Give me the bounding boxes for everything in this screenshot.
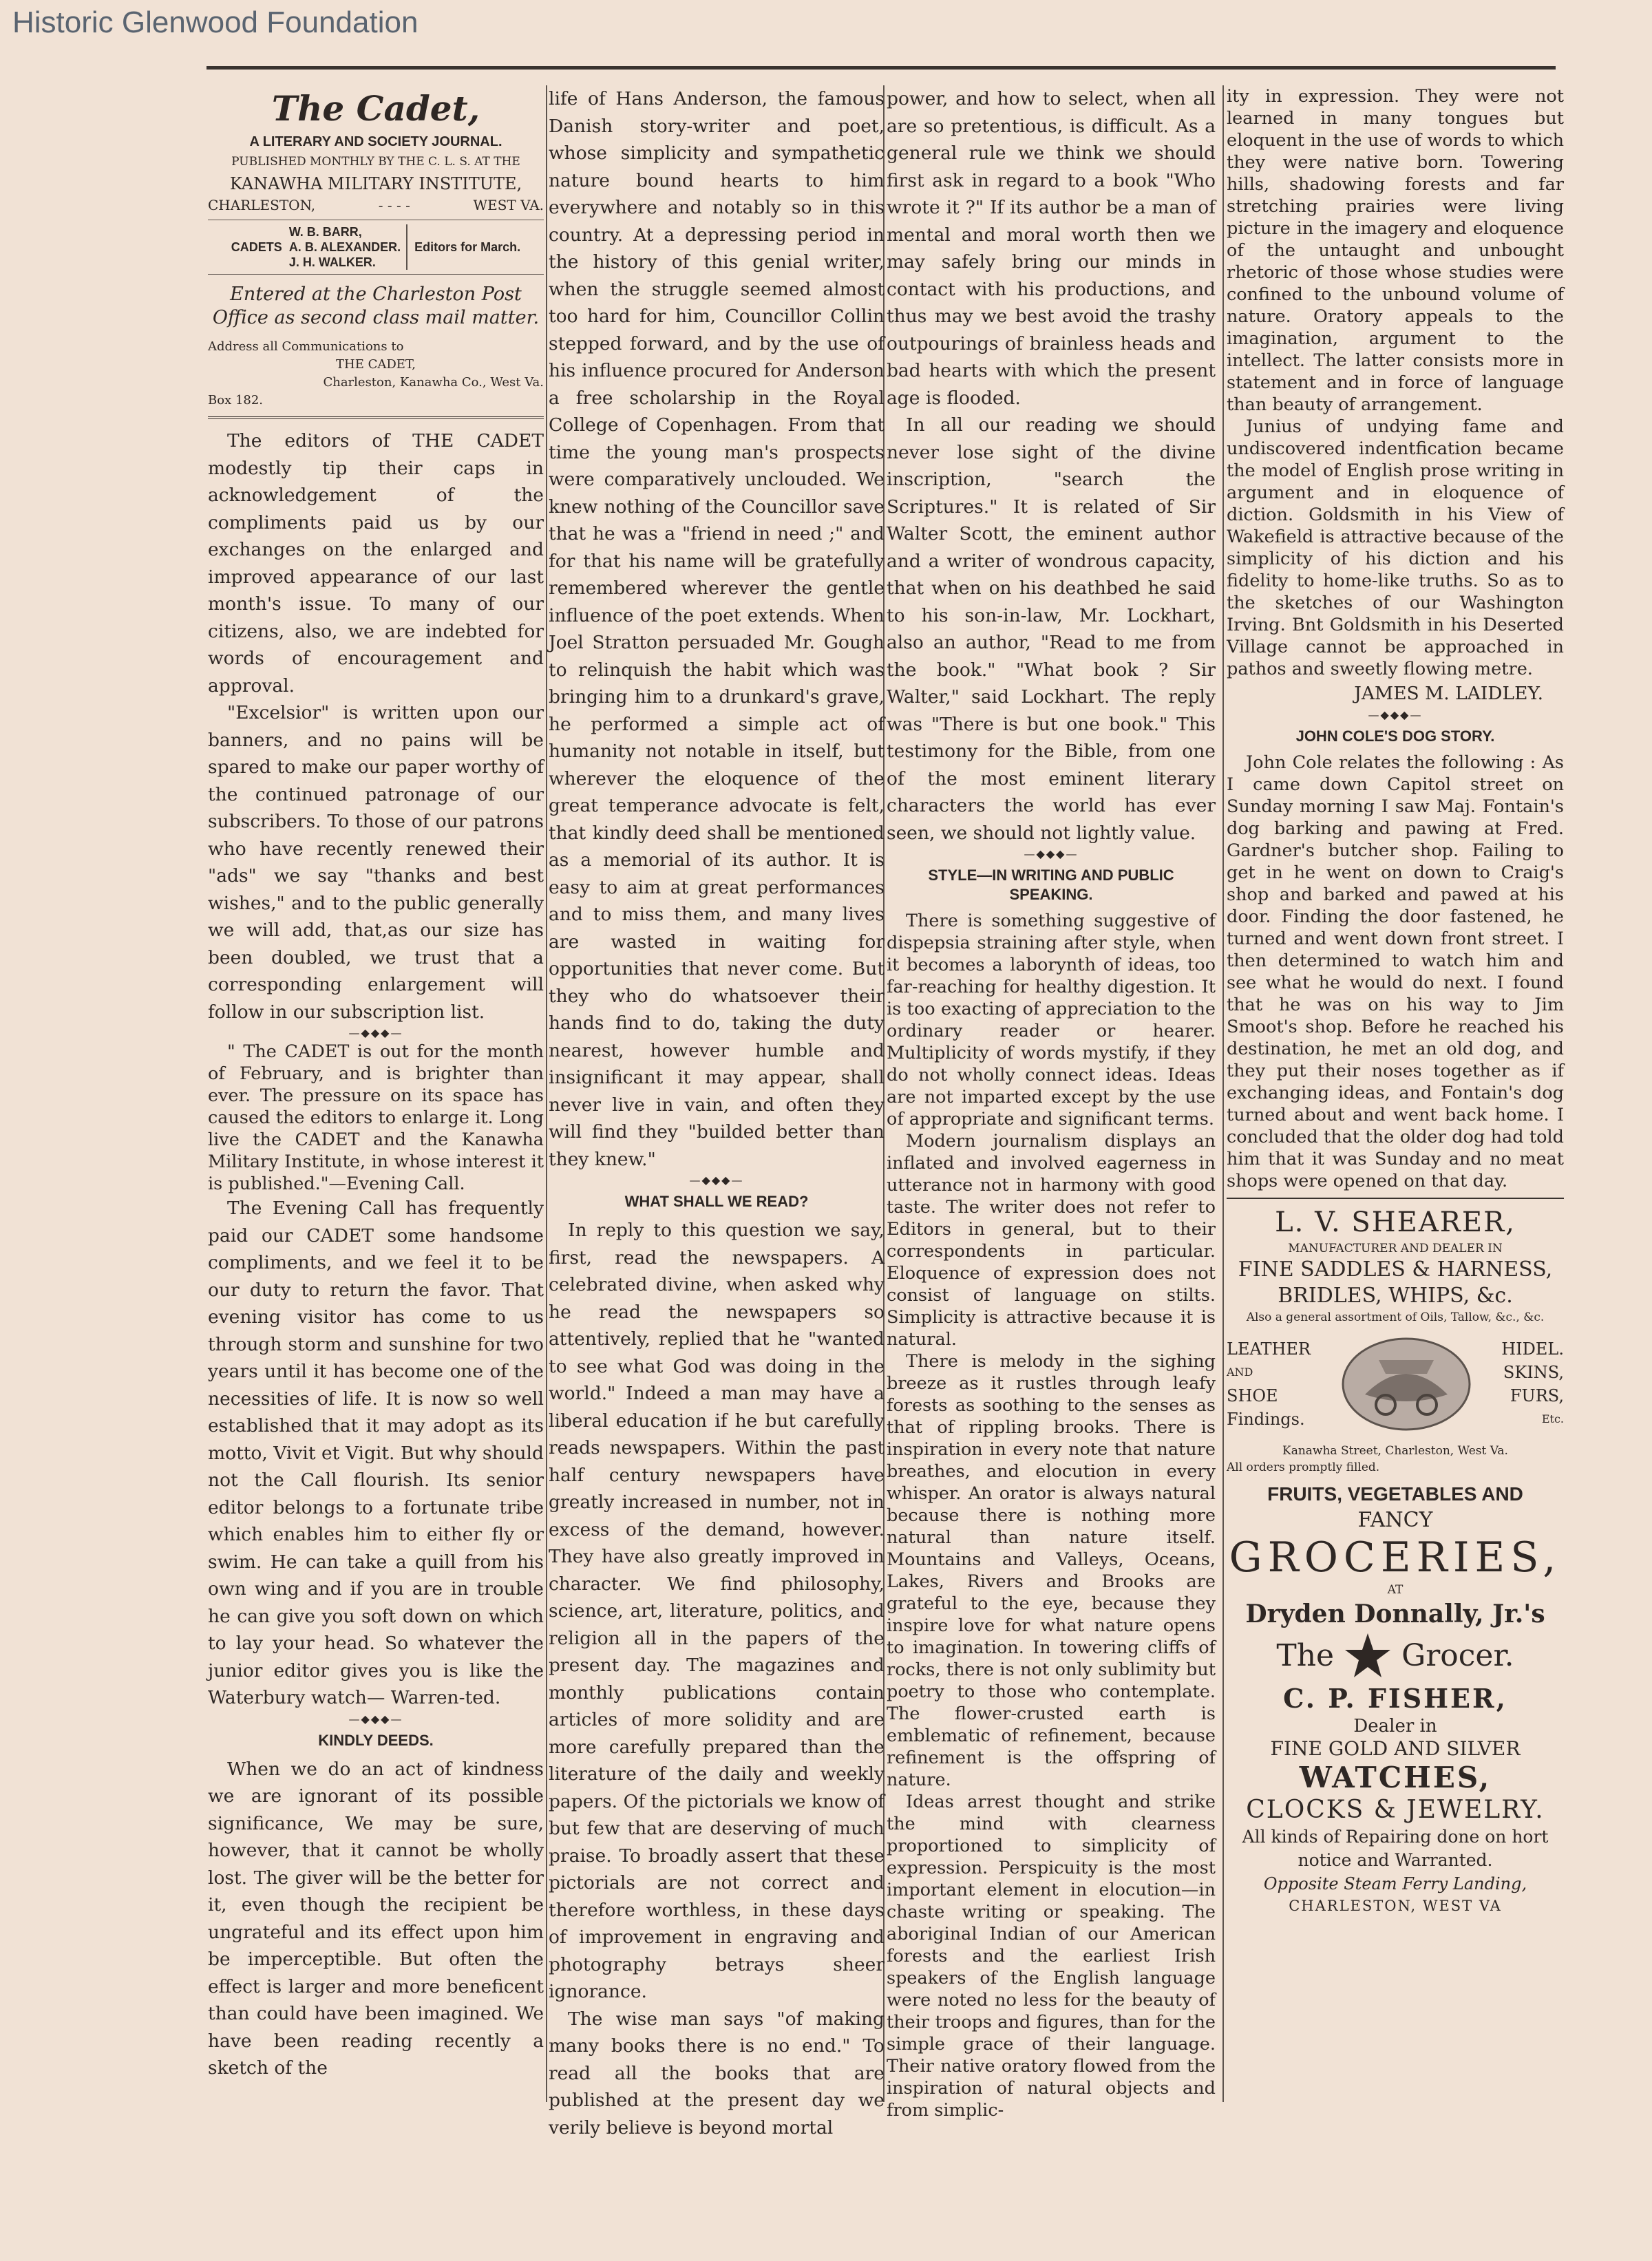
- editor-name: W. B. BARR,: [288, 225, 362, 239]
- published-line: PUBLISHED MONTHLY BY THE C. L. S. AT THE: [231, 155, 520, 169]
- ad-groceries-line2: FANCY: [1357, 1507, 1433, 1532]
- subtitle: A LITERARY AND SOCIETY JOURNAL.: [249, 134, 502, 149]
- editors-box: [208, 220, 544, 275]
- cadets-label: CADETS: [231, 240, 282, 254]
- paragraph: There is something suggestive of dispepsia straining after style, when it becomes a laborynth of ideas, too far-reaching for healthy digestion. It is too exacting of appreciation to the ordinary reader or hearer. Multiplicity of words mystify, if they do not wholly connect ideas. Ideas are not imparted except by the use of appropriate and significant terms.: [887, 911, 1216, 1129]
- ad-shearer-orders: All orders promptly filled.: [1227, 1460, 1380, 1474]
- editor-name: J. H. WALKER.: [288, 255, 376, 269]
- column-3: [887, 85, 1216, 2121]
- ad-shearer-line1: FINE SADDLES & HARNESS,: [1238, 1257, 1553, 1282]
- dateline: [208, 195, 544, 215]
- ad-shearer-goods: [1227, 1333, 1564, 1436]
- paragraph: The editors of THE CADET modestly tip their caps in acknowledgement of the compliments paid us by our exchanges on the enlarged and improved appearance of our last month's issue. To many of our citizens, also, we are indebted for words of encouragement and approval.: [208, 430, 544, 697]
- masthead-rule: [208, 416, 544, 419]
- goods-left: [1227, 1337, 1311, 1431]
- ad-groceries-the: The: [1276, 1637, 1335, 1673]
- ad-groceries-dryden: Dryden Donnally, Jr.'s: [1245, 1599, 1545, 1628]
- ad-fisher-opposite: Opposite Steam Ferry Landing,: [1263, 1873, 1527, 1893]
- paragraph: "Excelsior" is written upon our banners, and no pains will be spared to make our paper worthy of the continued patronage of our subscribers. To those of our patrons who have recently renewed their "ads" we say "thanks and best wishes," and to the public generally we will add, that,as our size has been doubled, we trust that a corresponding enlargement will follow in our subscription list.: [208, 702, 544, 1023]
- ad-groceries-title: GROCERIES,: [1229, 1533, 1562, 1582]
- editor-names: [289, 224, 407, 270]
- address-city: Charleston, Kanawha Co., West Va.: [323, 375, 544, 390]
- heading-what-shall-we-read: WHAT SHALL WE READ?: [624, 1193, 809, 1210]
- heading-dog-story: JOHN COLE'S DOG STORY.: [1295, 727, 1495, 745]
- separator-ornament: —◆◆◆—: [348, 1026, 403, 1039]
- goods-item: Etc.: [1541, 1412, 1564, 1425]
- signature: JAMES M. LAIDLEY.: [1354, 683, 1543, 704]
- ad-fisher-clocks: CLOCKS & JEWELRY.: [1246, 1795, 1545, 1824]
- goods-item: LEATHER: [1227, 1339, 1311, 1359]
- evening-call-quote: " The CADET is out for the month of February, and is brighter than ever. The pressure on its space has caused the editors to enlarge it. Long live the CADET and the Kanawha Military Institute, in whose interest it is published."—Evening Call.: [208, 1041, 544, 1194]
- institute-name: KANAWHA MILITARY INSTITUTE,: [229, 174, 522, 193]
- separator-ornament: —◆◆◆—: [348, 1712, 403, 1726]
- ad-shearer-manuf: MANUFACTURER AND DEALER IN: [1288, 1241, 1503, 1255]
- ad-shearer-street: Kanawha Street, Charleston, West Va.: [1282, 1443, 1508, 1458]
- box-number: Box 182.: [208, 393, 264, 407]
- paragraph: John Cole relates the following : As I came down Capitol street on Sunday morning I saw Maj. Fontain's dog barking and pawing at Fred. Gardner's butcher shop. Failing to get in he went on down to Craig's shop and barked and pawed at his door. Finding the door fastened, he turned and went down front street. I then determined to watch him and see what he would do next. I found that he was on his way to Jim Smoot's shop. Before he reached his destination, he met an old dog, and they put their noses together as if exchanging ideas, and Fontain's dog turned about and went back home. I concluded that the older dog had told him that it was Sunday and no meat shops were opened on that day.: [1227, 752, 1564, 1191]
- ad-shearer-also: Also a general assortment of Oils, Tallow, &c., &c.: [1246, 1310, 1545, 1324]
- column-2: [549, 85, 885, 2138]
- goods-right: [1501, 1337, 1564, 1431]
- ad-fisher-watches: WATCHES,: [1299, 1760, 1492, 1794]
- separator-ornament: —◆◆◆—: [689, 1174, 744, 1187]
- city: CHARLESTON,: [208, 197, 316, 213]
- star-icon: [1344, 1632, 1392, 1680]
- address-name: THE CADET,: [336, 357, 416, 372]
- ad-groceries-at: AT: [1387, 1582, 1404, 1597]
- paragraph: Modern journalism displays an inflated and involved eagerness in utterance not in harmony with good taste. The writer does not refer to Editors in general, but to their correspondents in particular. Eloquence of expression does not consist of language on stilts. Simplicity is attractive because it is natural.: [887, 1131, 1216, 1350]
- heading-kindly-deeds: KINDLY DEEDS.: [318, 1731, 434, 1749]
- ad-fisher-city: CHARLESTON, WEST VA: [1289, 1897, 1502, 1914]
- top-rule: [206, 66, 1556, 70]
- paragraph: In reply to this question we say, first, read the newspapers. A celebrated divine, when asked why he read the newspapers so attentively, replied that he "wanted to see what God was doing in the world." Indeed a man may have a liberal education if he but carefully reads newspapers. Within the past half century newspapers have greatly increased in number, not in excess of the demand, however. They have also greatly improved in character. We find philosophy, science, art, literature, politics, and religion all in the papers of the present day. The magazines and monthly publications contain articles of more solidity and are more carefully prepared than the literature of the daily and weekly papers. Of the pictorials we know of but few that are deserving of much praise. To broadly assert that these pictorials are not correct and therefore worthless, in these days of improvement in engraving and photography betrays sheer ignorance.: [549, 1220, 885, 2002]
- column-rule: [1222, 85, 1224, 2102]
- paragraph: There is melody in the sighing breeze as it rustles through leafy forests as soothing to the senses as that of rippling brooks. There is inspiration in every note that nature breathes, and elocution in every whisper. An orator is always natural because there is nothing more natural than nature itself. Mountains and Valleys, Oceans, Lakes, Rivers and Brooks are grateful to the eye, because they inspire love for what nature opens to imagination. In towering cliffs of rocks, there is not only sublimity but poetry to those who contemplate. The flower-crusted earth is emblematic of refinement, because refinement is the offspring of nature.: [887, 1351, 1216, 1790]
- watermark: Historic Glenwood Foundation: [12, 6, 419, 39]
- paragraph: Ideas arrest thought and strike the mind with clearness proportioned to simplicity of expression. Perspicuity is the most important element in elocution—in chaste writing or speaking. The aboriginal Indian of our American forests and the earliest Irish speakers of the English language were noted no less for the beauty of their troops and figures, than for the simple grace of their language. Their native oratory flowed from the inspiration of natural objects and from simplic-: [887, 1792, 1216, 2121]
- separator-ornament: —◆◆◆—: [1024, 847, 1079, 860]
- address-block: [208, 338, 544, 410]
- separator-ornament: —◆◆◆—: [1368, 708, 1423, 721]
- goods-item: SKINS,: [1503, 1362, 1564, 1382]
- ad-groceries-star-line: [1227, 1630, 1564, 1682]
- column-1: [208, 85, 544, 2102]
- saddle-illustration-icon: [1337, 1333, 1475, 1436]
- goods-item: AND: [1227, 1365, 1253, 1379]
- ad-shearer-line2: BRIDLES, WHIPS, &c.: [1278, 1283, 1513, 1308]
- ad-fisher-name: C. P. FISHER,: [1283, 1682, 1507, 1714]
- goods-item: SHOE: [1227, 1386, 1278, 1405]
- newspaper-title: The Cadet,: [271, 88, 480, 129]
- ad-groceries-line1: FRUITS, VEGETABLES AND: [1267, 1483, 1523, 1505]
- editor-name: A. B. ALEXANDER.: [288, 240, 401, 254]
- entered-notice: Entered at the Charleston Post Office as second class mail matter.: [212, 284, 540, 328]
- paragraph: The Evening Call has frequently paid our CADET some handsome compliments, and we feel it to be our duty to return the favor. That evening visitor has come to us through storm and sunshine for two years until it has become one of the necessities of life. It is now so well established that it may adopt as its motto, Vivit et Vigit. But why should not the Call flourish. Its senior editor belongs to a fortunate tribe which enables him to either fly or swim. He can take a quill from his own wing and if you are in trouble he can give you soft down on which to lay your head. So whatever the junior editor gives you is like the Waterbury watch— Warren-ted.: [208, 1198, 544, 1708]
- heading-style: STYLE—IN WRITING AND PUBLIC SPEAKING.: [928, 867, 1174, 903]
- ad-shearer-name: L. V. SHEARER,: [1275, 1206, 1516, 1238]
- paragraph: power, and how to select, when all are so pretentious, is difficult. As a general rule we think we should first ask in regard to a book "Who wrote it ?" If its author be a man of mental and moral worth then we may safely bring our minds in contact with his productions, and thus may we best avoid the trashy outpourings of brainless heads and bad hearts with which the present age is flooded.: [887, 88, 1216, 409]
- editors-note: Editors for March.: [414, 240, 521, 254]
- ad-fisher-fine: FINE GOLD AND SILVER: [1270, 1737, 1521, 1760]
- column-4: [1227, 85, 1564, 2102]
- ad-groceries: [1227, 1478, 1564, 1682]
- ad-groceries-grocer: Grocer.: [1401, 1637, 1514, 1673]
- paragraph: The wise man says "of making many books there is no end." To read all the books that are published at the present day we verily believe is beyond mortal: [549, 2008, 885, 2138]
- column-rule: [546, 85, 547, 2102]
- paragraph: Junius of undying fame and undiscovered indentfication became the model of English prose writing in argument and in eloquence of diction. Goldsmith in his View of Wakefield is attractive because of the simplicity of his diction and his fidelity to home-like truths. So as to the sketches of our Washington Irving. Bnt Goldsmith in his Deserted Village cannot be approached in pathos and sweetly flowing metre.: [1227, 416, 1564, 679]
- paragraph: In all our reading we should never lose sight of the divine inscription, "search the Scriptures." It is related of Sir Walter Scott, the eminent author and a writer of wondrous capacity, that when on his deathbed he said to his son-in-law, Mr. Lockhart, also an author, "Read to me from the book." "What book ? Sir Walter," said Lockhart. The reply was "There is but one book." This testimony for the Bible, from one of the most eminent literary characters the world has ever seen, we should not lightly value.: [887, 414, 1216, 844]
- paragraph: When we do an act of kindness we are ignorant of its possible significance, We may be sure, however, that it cannot be wholly lost. The giver will be the better for it, even though the recipient be ungrateful and its effect upon him be imperceptible. But often the effect is larger and more beneficent than could have been imagined. We have been reading recently a sketch of the: [208, 1758, 544, 2079]
- goods-item: FURS,: [1510, 1386, 1564, 1405]
- goods-item: HIDEL.: [1501, 1339, 1564, 1359]
- paragraph: ity in expression. They were not learned in many tongues but eloquent in the use of words to which they were native born. Towering hills, shadowing forests and far stretching prairies were living picture in the imagery and eloquence of the untaught and unbought rhetoric of those whose studies were confined to the unbound volume of nature. Oratory appeals to the imagination, argument to the intellect. The latter consists more in statement and in force of language than beauty of arrangement.: [1227, 86, 1564, 415]
- paragraph: life of Hans Anderson, the famous Danish story-writer and poet, whose simplicity and sympathetic nature bound hearts to him everywhere and notably so in this country. At a depressing period in the history of this genial writer, when the struggle seemed almost too hard for him, Councillor Collin stepped forward, and by the use of his influence procured for Anderson a free scholarship in the Royal College of Copenhagen. From that time the young man's prospects were comparatively unclouded. We knew nothing of the Councillor save that he was a "friend in need ;" and for that his name will be gratefully remembered wherever the gentle influence of the poet extends. When Joel Stratton persuaded Mr. Gough to relinquish the habit which was bringing him to a drunkard's grave, he performed a simple act of humanity not notable in itself, but wherever the eloquence of the great temperance advocate is felt, that kindly deed shall be mentioned as a memorial of its author. It is easy to aim at great performances and to miss them, and many lives are wasted in waiting for opportunities that never come. But they who do whatsoever their hands find to do, taking the duty nearest, however humble and insignificant it may appear, shall never live in vain, and often they will find they "builded better than they knew.": [549, 88, 885, 1170]
- dashes: - - - -: [378, 197, 410, 213]
- state: WEST VA.: [473, 197, 544, 213]
- goods-item: Findings.: [1227, 1409, 1305, 1429]
- ad-fisher-dealer: Dealer in: [1353, 1715, 1437, 1737]
- ad-fisher: [1227, 1682, 1564, 1916]
- address-label: Address all Communications to: [208, 339, 404, 354]
- ad-fisher-repair: All kinds of Repairing done on hort notice and Warranted.: [1242, 1826, 1549, 1870]
- ad-shearer: [1227, 1198, 1564, 1476]
- masthead: [208, 85, 544, 410]
